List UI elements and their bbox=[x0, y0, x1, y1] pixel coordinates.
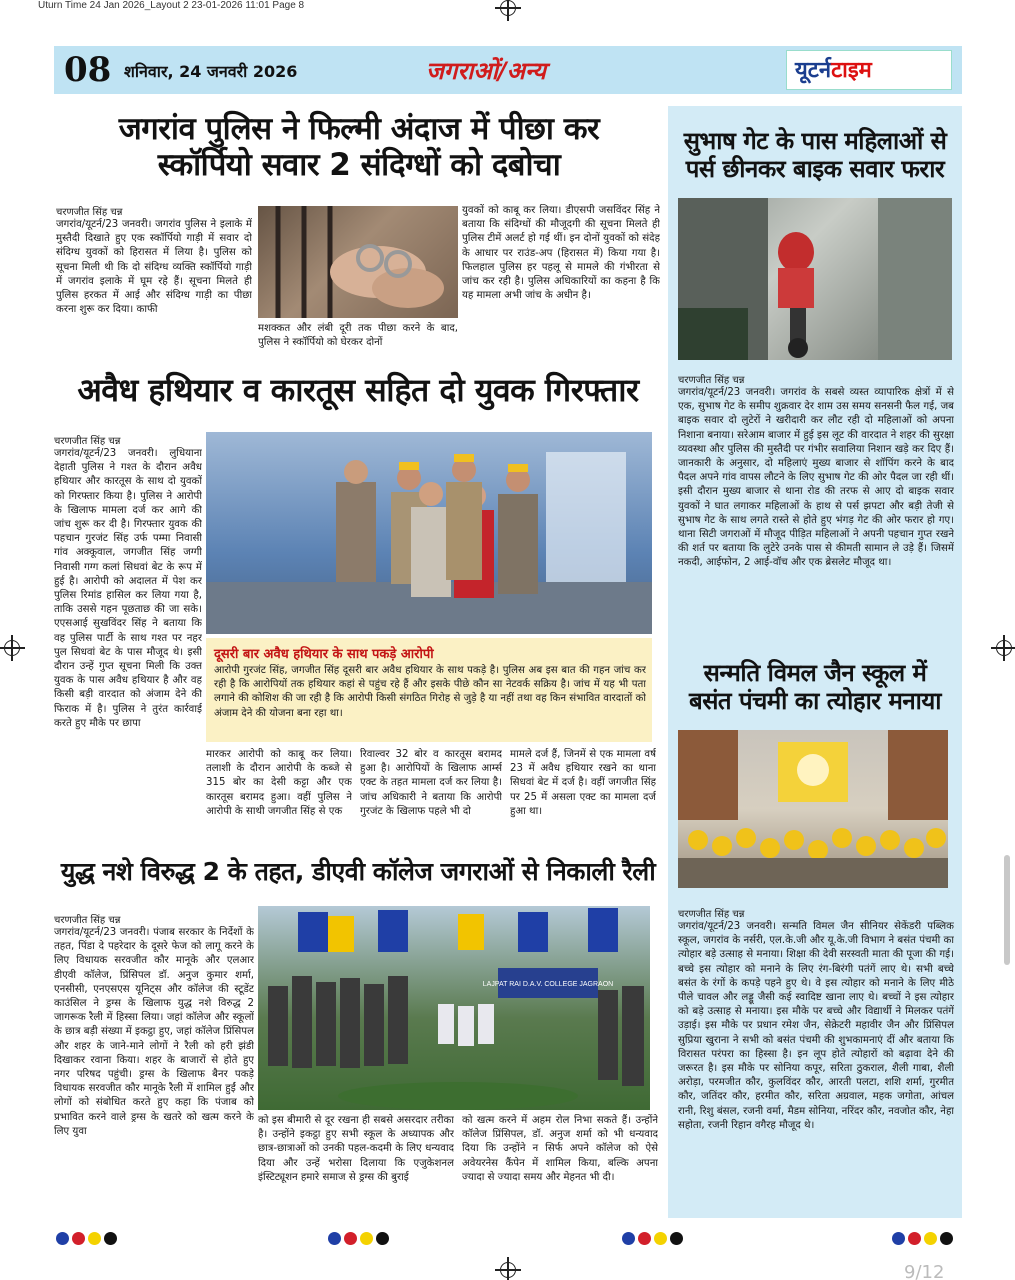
story5-headline bbox=[674, 660, 956, 715]
page-number: 08 bbox=[64, 50, 112, 90]
page-count: 9/12 bbox=[904, 1262, 945, 1280]
story1-headline-line2: स्कॉर्पियो सवार 2 संदिग्धों को दबोचा bbox=[157, 146, 561, 183]
story4-headline-line2: पर्स छीनकर बाइक सवार फरार bbox=[685, 154, 945, 183]
logo-left: यूटर्न bbox=[795, 58, 832, 83]
story1-photo-caption: मशक्कत और लंबी दूरी तक पीछा करने के बाद, पुलिस ने स्कॉर्पियो को घेरकर दोनों bbox=[258, 323, 458, 349]
story2-byline: चरणजीत सिंह चन्न bbox=[54, 436, 121, 447]
masthead-logo bbox=[786, 50, 952, 90]
story3-byline: चरणजीत सिंह चन्न bbox=[54, 915, 121, 926]
color-dots-icon bbox=[892, 1232, 953, 1245]
school-photo bbox=[678, 730, 948, 888]
rally-photo bbox=[258, 906, 650, 1110]
story5-body: जगरांव/यूटर्न/23 जनवरी। सन्मति विमल जैन सीनियर सेकेंडरी पब्लिक स्कूल, जगरांव के नर्सरी, एल.के.जी और यू.के.जी विभाग ने बसंत पंचमी का त्योहार बड़े उत्साह से मनाया। शिक्षा की देवी सरस्वती माता की पूजा की गई। बच्चे इस त्योहार को मनाने के लिए रंग-बिरंगी पतंगें लाए थे। सभी बच्चे बसंत के रंगों के कपड़े पहने हुए थे। वे इस त्योहार को मनाने के लिए मीठे पीले चावल और लड्डू जैसी कई स्वादिष्ट खाना लाए थे। बच्चों ने इस त्योहार को बड़े उत्साह से मनाया। इस मौके पर बच्चे और विद्यार्थी ने मिलकर पतंगें उड़ाई। इस मौके पर प्रधान रमेश जैन, सेक्रेटरी महावीर जैन और प्रिंसिपल सुप्रिया खुराना ने सभी को बसंत पंचमी की शुभकामनाएं दीं और बताया कि विरासत परंपरा का हिस्सा है। इन लूप होते त्योहारों को बढ़ावा देने की जरूरत है। इस मौके पर सोनिया कपूर, सरिता ठुकराल, शैली गाबा, शैली अरोड़ा, परमजीत कौर, कुलविंदर कौर, आरती पलटा, शशि शर्मा, गुरमीत कौर, जतिंदर कौर, हरमीत कौर, सरिता अग्रवाल, महक जगोता, आंचल रानी, रिशु बंसल, रजनी वर्मा, मैडम सोनिया, नरिंदर कौर, नवजोत कौर, नेहा सहोता, रजनी रिहान वगैरह मौजूद थे। bbox=[678, 921, 954, 1131]
story3-col3: को खत्म करने में अहम रोल निभा सकते हैं। उन्होंने कॉलेज प्रिंसिपल, डॉ. अनुज शर्मा को भी धन्यवाद दिया कि उन्होंने न सिर्फ अपने कॉलेज को ऐसे अवेयरनेस कैंपेन में शामिल किया, बल्कि अपना ज्यादा से ज्यादा समय और मेहनत भी दी। bbox=[462, 1115, 658, 1183]
issue-date: शनिवार, 24 जनवरी 2026 bbox=[124, 62, 298, 81]
story4-byline: चरणजीत सिंह चन्न bbox=[678, 375, 745, 386]
story5-headline-line1: सन्मति विमल जैन स्कूल में bbox=[703, 659, 927, 687]
story2-headline: अवैध हथियार व कारतूस सहित दो युवक गिरफ्तार bbox=[77, 371, 639, 409]
story2-col4: मामले दर्ज हैं, जिनमें से एक मामला वर्ष 23 में अवैध हथियार रखने का थाना सिधवां बेट में दर्ज है। वहीं जगजीत सिंह पर 25 में असला एक्ट का मामला दर्ज हुआ था। bbox=[510, 749, 656, 817]
story2-col3: रिवाल्वर 32 बोर व कारतूस बरामद हुआ है। आरोपियों के खिलाफ आर्म्स एक्ट के तहत मामला दर्ज कर लिया है। जांच अधिकारी ने बताया कि आरोपी गुरजंट के खिलाफ पहले भी दो bbox=[360, 749, 502, 817]
section-name: जगराओं/अन्य bbox=[426, 57, 546, 85]
story2-col2: मारकर आरोपी को काबू कर लिया। तलाशी के दौरान आरोपी के कब्जे से 315 बोर का देसी कट्टा और एक कारतूस बरामद हुआ। वहीं पुलिस ने आरोपी के साथी जगजीत सिंह से एक bbox=[206, 749, 352, 817]
story4-headline bbox=[674, 128, 956, 183]
color-dots-icon bbox=[328, 1232, 389, 1245]
story5-byline: चरणजीत सिंह चन्न bbox=[678, 909, 745, 920]
story1-col1: जगरांव/यूटर्न/23 जनवरी। जगरांव पुलिस ने इलाके में मुस्तैदी दिखाते हुए एक स्कॉर्पियो गाड़ी में सवार दो संदिग्ध युवकों को हिरासत में लिया है। पुलिस को सूचना मिली थी कि दो संदिग्ध व्यक्ति स्कॉर्पियो गाड़ी में जगरांव इलाके में घूम रहे हैं। सूचना मिलते ही पुलिस हरकत में आई और संदिग्ध गाड़ी का पीछा करना शुरू कर दिया। काफी bbox=[56, 219, 252, 316]
story3-headline: युद्ध नशे विरुद्ध 2 के तहत, डीएवी कॉलेज जगराओं से निकाली रैली bbox=[60, 857, 656, 886]
rally-banner: LAJPAT RAI D.A.V. COLLEGE JAGRAON bbox=[482, 981, 614, 988]
logo-right: टाइम bbox=[831, 58, 872, 83]
color-dots-icon bbox=[56, 1232, 117, 1245]
story1-col3: युवकों को काबू कर लिया। डीएसपी जसविंदर सिंह ने बताया कि संदिग्धों की मौजूदगी की सूचना मिलते ही पुलिस टीमें अलर्ट हो गई थीं। इन दोनों युवकों को संदेह के आधार पर राउंड-अप (हिरासत में) किया गया है। फिलहाल पुलिस हर पहलू से मामले की गंभीरता से जांच कर रही है। पुलिस अधिकारियों का कहना है कि यह मामला अभी जांच के अधीन है। bbox=[462, 205, 660, 302]
story5-headline-line2: बसंत पंचमी का त्योहार मनाया bbox=[688, 686, 941, 715]
registration-mark-icon bbox=[500, 1262, 516, 1278]
color-dots-icon bbox=[622, 1232, 683, 1245]
registration-mark-icon bbox=[500, 0, 516, 16]
registration-mark-icon bbox=[996, 640, 1012, 656]
story2-box-text: आरोपी गुरजंट सिंह, जगजीत सिंह दूसरी बार अवैध हथियार के साथ पकड़े है। पुलिस अब इस बात की गहन जांच कर रही है कि आरोपियों तक हथियार कहां से पहुंच रहे हैं और इसके पीछे कौन सा नेटवर्क सक्रिय है। जांच में यह भी पता लगाने की कोशिश की जा रही है कि आरोपी किसी संगठित गिरोह से जुड़े है या नहीं तथा वह किन संभावित वारदातों को अंजाम देने की योजना बना रहा था। bbox=[214, 665, 646, 719]
story1-byline: चरणजीत सिंह चन्न bbox=[56, 207, 123, 218]
story1-headline-line1: जगरांव पुलिस ने फिल्मी अंदाज में पीछा कर bbox=[118, 111, 600, 147]
scrollbar-thumb[interactable] bbox=[1004, 855, 1010, 965]
story2-col1: जगरांव/यूटर्न/23 जनवरी। लुधियाना देहाती पुलिस ने गश्त के दौरान अवैध हथियार और कारतूस के साथ दो युवकों को गिरफ्तार किया है। पुलिस ने आरोपी के खिलाफ मामला दर्ज कर आगे की जांच शुरू कर दी है। गिरफ्तार युवक की पहचान गुरजंट सिंह उर्फ पम्मा निवासी गांव अक्कूवाल, जगजीत सिंह जग्गी निवासी गग्ग कलां सिधवां बेट के रूप में हुई है। आरोपी को अदालत में पेश कर पुलिस रिमांड हासिल कर लिया गया है, ताकि उससे गहन पूछताछ की जा सके। एएसआई सुखविंदर सिंह ने बताया कि वह पुलिस पार्टी के साथ गश्त पर नहर पुल सिधवां बेट के पास मौजूद थे। इसी दौरान उन्हें गुप्त सूचना मिली कि उक्त युवक के पास अवैध हथियार है और वह किसी बड़ी वारदात को अंजाम देने की फिराक में है। पुलिस ने तुरंत कार्रवाई करते हुए मौके पर छापा bbox=[54, 448, 202, 729]
handcuff-photo bbox=[258, 206, 458, 318]
story4-headline-line1: सुभाष गेट के पास महिलाओं से bbox=[683, 127, 947, 155]
story2-sub-head: दूसरी बार अवैध हथियार के साथ पकड़े आरोपी bbox=[214, 647, 434, 662]
registration-mark-icon bbox=[4, 640, 20, 656]
print-slug: Uturn Time 24 Jan 2026_Layout 2 23-01-2026 11:01 Page 8 bbox=[38, 0, 305, 11]
cctv-photo bbox=[678, 198, 952, 360]
story3-col1: जगरांव/यूटर्न/23 जनवरी। पंजाब सरकार के निर्देशों के तहत, पिंडा दे पहरेदार के दूसरे फेज को लागू करने के लिए विधायक सरवजीत कौर मानूके और एलआर डीएवी कॉलेज, प्रिंसिपल डॉ. अनुज कुमार शर्मा, एनसीसी, एनएसएस यूनिट्स और कॉलेज की स्टूडेंट काउंसिल ने ड्रग्स के खिलाफ युद्ध नशे विरुद्ध 2 जागरूक रैली में हिस्सा लिया। जहां कॉलेज और स्कूलों के छात्र बड़ी संख्या में इकट्ठा हुए, जहां कॉलेज प्रिंसिपल और शहर के जाने-माने लोगों ने रैली को हरी झंडी दिखाकर रवाना किया। शहर के बाजारों से होते हुए नगर परिषद पहुंची। ड्रग्स के खिलाफ बैनर पकड़े विधायक सरवजीत कौर मानूके रैली में शामिल हुईं और लोगों को संबोधित करते हुए कहा कि पंजाब को प्रभावित करने वाले ड्रग्स के खतरे को खत्म करने के लिए युवा bbox=[54, 927, 254, 1137]
arrest-photo bbox=[206, 432, 652, 634]
story4-body: जगरांव/यूटर्न/23 जनवरी। जगरांव के सबसे व्यस्त व्यापारिक क्षेत्रों में से एक, सुभाष गेट के समीप शुक्रवार देर शाम उस समय सनसनी फैल गई, जब बाइक सवार दो लुटेरों ने खरीदारी कर लौट रही दो महिलाओं को अपना निशाना बनाया। सरेआम बाजार में हुई इस लूट की वारदात ने शहर की सुरक्षा व्यवस्था और पुलिस की मुस्तैदी पर गंभीर सवालिया निशान खड़े कर दिए हैं। जानकारी के अनुसार, दो महिलाएं मुख्य बाजार से शॉपिंग करने के बाद पैदल अपने गांव वापस लौटने के लिए सुभाष गेट की ओर पैदल जा रही थीं। इसी दौरान मुख्य बाजार से थाना रोड की तरफ से आए दो बाइक सवार युवकों ने घात लगाकर महिलाओं के हाथ से पर्स झपटा और बड़ी तेजी से सुभाष गेट के साथ लगते रास्ते से होते हुए भंगड़ गेट की ओर फरार हो गए। थाना सिटी जगराओं में मौजूद पीड़ित महिलाओं ने अपनी पहचान गुप्त रखने की शर्त पर बताया कि लुटेरे उनके पास से कीमती सामान ले उड़े हैं। जिसमें नकदी, आईफोन, 2 आई-वॉच और एक ब्रेसलेट मौजूद था। bbox=[678, 387, 954, 569]
story1-headline bbox=[56, 112, 662, 183]
story3-col2: को इस बीमारी से दूर रखना ही सबसे असरदार तरीका है। उन्होंने इकट्ठा हुए सभी स्कूल के अध्यापक और छात्र-छात्राओं को उनकी पहल-कदमी के लिए धन्यवाद दिया और उन्हें भरोसा दिलाया कि एजुकेशनल इंस्टिट्यूशन हमारे समाज से ड्रग्स की बुराई bbox=[258, 1115, 454, 1183]
